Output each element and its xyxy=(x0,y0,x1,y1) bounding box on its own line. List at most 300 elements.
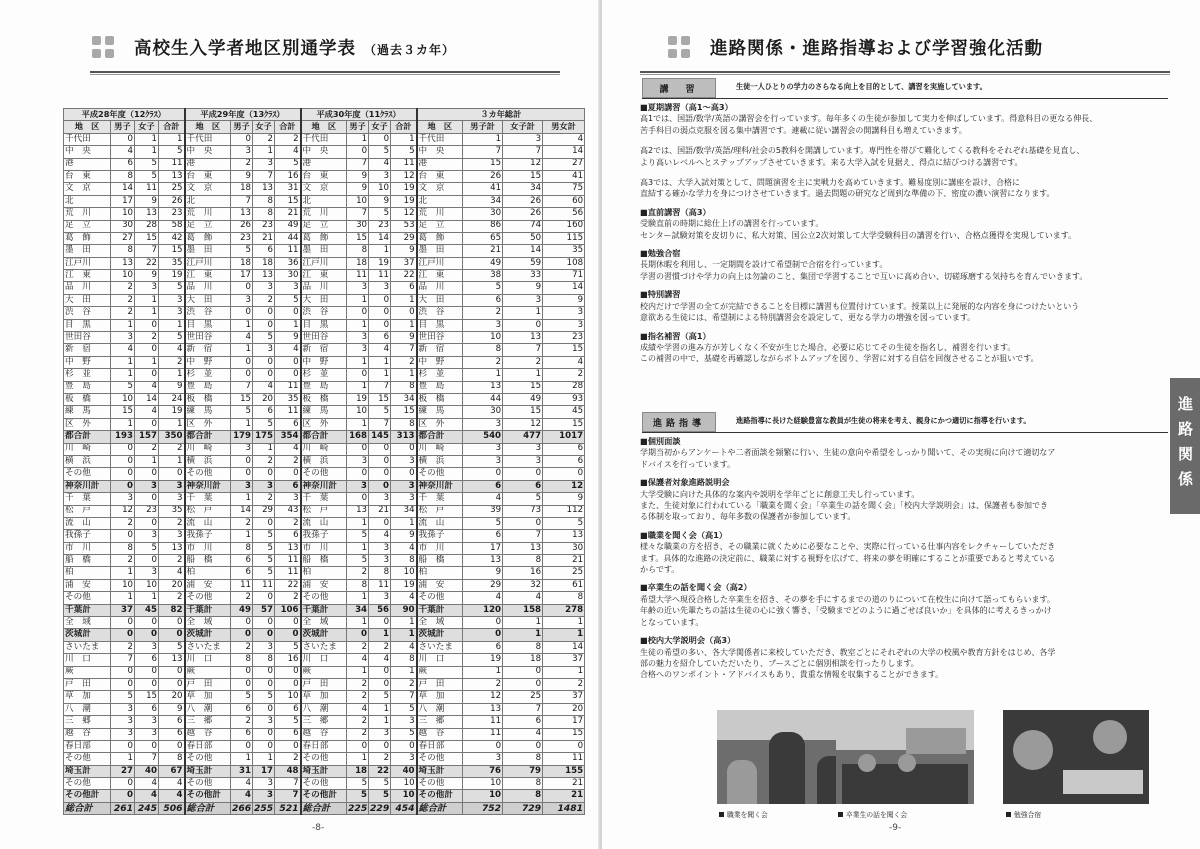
count-cell: 1 xyxy=(347,381,369,393)
count-cell: 0 xyxy=(159,617,185,629)
count-cell: 23 xyxy=(253,220,275,232)
district-cell: 豊 島 xyxy=(301,381,347,393)
body-line: 部の魅力を紹介していただいたり、ブースごとに個別相談を行ったりします。 xyxy=(640,658,919,668)
count-cell: 74 xyxy=(503,220,543,232)
district-cell: 総合計 xyxy=(185,802,231,814)
count-cell: 21 xyxy=(369,505,391,517)
count-cell: 7 xyxy=(231,381,253,393)
count-cell: 4 xyxy=(503,592,543,604)
count-cell: 14 xyxy=(111,183,135,195)
count-cell: 729 xyxy=(503,802,543,814)
guidance-tag: 進路指導 xyxy=(642,412,716,432)
count-cell: 14 xyxy=(231,505,253,517)
district-cell: 江 東 xyxy=(64,270,111,282)
count-cell: 10 xyxy=(111,208,135,220)
count-cell: 21 xyxy=(253,232,275,244)
count-cell: 18 xyxy=(503,654,543,666)
count-cell: 1 xyxy=(347,666,369,678)
count-cell: 0 xyxy=(543,740,585,752)
district-cell: 全 域 xyxy=(64,617,111,629)
count-cell: 31 xyxy=(275,183,301,195)
count-cell: 6 xyxy=(135,654,159,666)
count-cell: 229 xyxy=(370,802,390,814)
count-cell: 41 xyxy=(463,183,503,195)
count-cell: 1 xyxy=(159,133,185,145)
count-cell: 5 xyxy=(135,158,159,170)
district-cell: 八 潮 xyxy=(185,703,231,715)
text-section xyxy=(640,635,1168,681)
count-cell: 15 xyxy=(391,406,417,418)
table-row xyxy=(64,232,585,244)
text-section xyxy=(640,436,1168,470)
district-cell: 新 宿 xyxy=(64,344,111,356)
count-cell: 0 xyxy=(253,666,275,678)
district-cell: 越 谷 xyxy=(185,728,231,740)
count-cell: 3 xyxy=(347,282,369,294)
count-cell: 17 xyxy=(253,765,275,777)
count-cell: 37 xyxy=(543,654,585,666)
count-cell: 13 xyxy=(135,208,159,220)
table-row xyxy=(64,270,585,282)
count-cell: 8 xyxy=(231,542,253,554)
column-header: 合計 xyxy=(159,121,185,133)
district-cell: 戸 田 xyxy=(417,678,463,690)
count-cell: 15 xyxy=(275,195,301,207)
body-line: 意欲ある生徒には、希望制による特別講習会を設定して、更なる学力の増強を図っています。 xyxy=(640,313,976,323)
district-cell: 区 外 xyxy=(185,418,231,430)
count-cell: 5 xyxy=(253,542,275,554)
count-cell: 145 xyxy=(369,431,391,443)
district-cell: 杉 並 xyxy=(64,369,111,381)
district-cell: 世田谷 xyxy=(64,332,111,344)
district-cell: 板 橋 xyxy=(417,393,463,405)
count-cell: 33 xyxy=(503,270,543,282)
district-cell: 豊 島 xyxy=(64,381,111,393)
count-cell: 15 xyxy=(543,728,585,740)
title-subtitle: （過去３カ年） xyxy=(364,42,456,57)
count-cell: 0 xyxy=(111,617,135,629)
count-cell: 0 xyxy=(275,740,301,752)
count-cell: 0 xyxy=(135,369,159,381)
count-cell: 0 xyxy=(391,307,417,319)
count-cell: 0 xyxy=(253,740,275,752)
count-cell: 27 xyxy=(543,158,585,170)
text-section xyxy=(640,582,1168,628)
count-cell: 5 xyxy=(111,691,135,703)
count-cell: 12 xyxy=(503,158,543,170)
district-cell: 柏 xyxy=(64,567,111,579)
count-cell: 0 xyxy=(503,517,543,529)
count-cell: 3 xyxy=(503,133,543,145)
district-cell: 茨城計 xyxy=(417,629,463,641)
count-cell: 2 xyxy=(347,678,369,690)
count-cell: 37 xyxy=(111,604,135,616)
district-cell: 港 xyxy=(64,158,111,170)
count-cell: 3 xyxy=(111,716,135,728)
district-cell: 流 山 xyxy=(185,517,231,529)
district-cell: 全 域 xyxy=(301,617,347,629)
count-cell: 6 xyxy=(231,567,253,579)
guidance-sections xyxy=(640,436,1168,688)
count-cell: 11 xyxy=(463,728,503,740)
caption-text: 職業を聞く会 xyxy=(727,811,768,819)
district-cell: 渋 谷 xyxy=(185,307,231,319)
count-cell: 354 xyxy=(275,431,301,443)
count-cell: 3 xyxy=(369,555,391,567)
text-section xyxy=(640,102,1168,200)
district-cell: その他 xyxy=(417,778,463,790)
count-cell: 5 xyxy=(391,728,417,740)
district-cell: 松 戸 xyxy=(64,505,111,517)
count-cell: 4 xyxy=(347,654,369,666)
count-cell: 1 xyxy=(503,629,543,641)
count-cell: 4 xyxy=(463,592,503,604)
district-cell: 墨 田 xyxy=(417,245,463,257)
district-cell: さいたま xyxy=(417,641,463,653)
count-cell: 4 xyxy=(543,356,585,368)
count-cell: 49 xyxy=(463,257,503,269)
district-cell: 戸 田 xyxy=(185,678,231,690)
count-cell: 0 xyxy=(347,629,369,641)
count-cell: 25 xyxy=(159,183,185,195)
count-cell: 1 xyxy=(347,517,369,529)
district-cell: 荒 川 xyxy=(417,208,463,220)
count-cell: 0 xyxy=(369,617,391,629)
text-section xyxy=(640,477,1168,523)
count-cell: 5 xyxy=(369,778,391,790)
count-cell: 1 xyxy=(231,530,253,542)
district-cell: 千代田 xyxy=(64,133,111,145)
count-cell: 3 xyxy=(253,480,275,492)
count-cell: 28 xyxy=(135,220,159,232)
count-cell: 4 xyxy=(159,790,185,802)
count-cell: 0 xyxy=(253,319,275,331)
count-cell: 12 xyxy=(543,480,585,492)
count-cell: 3 xyxy=(463,443,503,455)
count-cell: 11 xyxy=(369,579,391,591)
count-cell: 30 xyxy=(543,542,585,554)
count-cell: 26 xyxy=(159,195,185,207)
count-cell: 4 xyxy=(543,133,585,145)
text-section xyxy=(640,207,1168,241)
count-cell: 5 xyxy=(159,332,185,344)
count-cell: 521 xyxy=(275,802,301,814)
count-cell: 86 xyxy=(463,220,503,232)
count-cell: 2 xyxy=(135,332,159,344)
table-row xyxy=(64,765,585,777)
count-cell: 0 xyxy=(253,629,275,641)
district-cell: 大 田 xyxy=(185,294,231,306)
table-row xyxy=(64,282,585,294)
count-cell: 1 xyxy=(135,455,159,467)
count-cell: 1 xyxy=(111,753,135,765)
count-cell: 0 xyxy=(135,629,159,641)
count-cell: 39 xyxy=(463,505,503,517)
district-cell: 区 外 xyxy=(64,418,111,430)
district-cell: その他 xyxy=(417,592,463,604)
count-cell: 3 xyxy=(275,282,301,294)
count-cell: 7 xyxy=(275,778,301,790)
count-cell: 8 xyxy=(503,753,543,765)
count-cell: 0 xyxy=(463,468,503,480)
count-cell: 2 xyxy=(543,678,585,690)
count-cell: 32 xyxy=(503,579,543,591)
count-cell: 2 xyxy=(347,691,369,703)
district-cell: 千葉計 xyxy=(64,604,111,616)
count-cell: 0 xyxy=(503,468,543,480)
district-cell: 川 崎 xyxy=(64,443,111,455)
district-cell: 川 口 xyxy=(417,654,463,666)
count-cell: 4 xyxy=(391,592,417,604)
district-cell: 渋 谷 xyxy=(301,307,347,319)
count-cell: 4 xyxy=(463,493,503,505)
count-cell: 44 xyxy=(275,232,301,244)
count-cell: 3 xyxy=(231,294,253,306)
count-cell: 1 xyxy=(253,146,275,158)
district-cell: 豊 島 xyxy=(417,381,463,393)
district-cell: 都合計 xyxy=(64,431,111,443)
count-cell: 8 xyxy=(503,641,543,653)
district-cell: 埼玉計 xyxy=(185,765,231,777)
guidance-desc: 進路指導に長けた経験豊富な教員が生徒の将来を考え、親身にかつ適切に指導を行います。 xyxy=(736,416,1031,425)
count-cell: 1 xyxy=(543,666,585,678)
district-cell: さいたま xyxy=(301,641,347,653)
count-cell: 0 xyxy=(231,678,253,690)
count-cell: 540 xyxy=(463,431,503,443)
district-cell: 八 潮 xyxy=(417,703,463,715)
count-cell: 1 xyxy=(503,617,543,629)
count-cell: 1 xyxy=(135,356,159,368)
count-cell: 2 xyxy=(347,641,369,653)
table-row xyxy=(64,728,585,740)
count-cell: 2 xyxy=(231,517,253,529)
district-cell: 春日部 xyxy=(417,740,463,752)
district-cell: 全 域 xyxy=(417,617,463,629)
count-cell: 5 xyxy=(503,493,543,505)
count-cell: 3 xyxy=(159,294,185,306)
table-row xyxy=(64,716,585,728)
count-cell: 1 xyxy=(253,753,275,765)
count-cell: 0 xyxy=(135,617,159,629)
count-cell: 0 xyxy=(253,678,275,690)
count-cell: 0 xyxy=(159,629,185,641)
district-cell: 全 域 xyxy=(185,617,231,629)
count-cell: 17 xyxy=(111,195,135,207)
count-cell: 7 xyxy=(369,381,391,393)
count-cell: 10 xyxy=(391,778,417,790)
count-cell: 8 xyxy=(253,654,275,666)
district-cell: 八 潮 xyxy=(301,703,347,715)
table-row xyxy=(64,678,585,690)
count-cell: 8 xyxy=(503,555,543,567)
section-title: ■校内大学説明会（高3） xyxy=(640,635,736,646)
count-cell: 350 xyxy=(159,431,185,443)
count-cell: 10 xyxy=(347,195,369,207)
count-cell: 3 xyxy=(369,592,391,604)
count-cell: 1 xyxy=(503,307,543,319)
district-cell: 千代田 xyxy=(301,133,347,145)
count-cell: 3 xyxy=(543,319,585,331)
district-cell: 松 戸 xyxy=(301,505,347,517)
count-cell: 245 xyxy=(135,802,159,814)
year-header: 平成30年度（11ｸﾗｽ） xyxy=(301,109,417,121)
count-cell: 3 xyxy=(135,530,159,542)
count-cell: 34 xyxy=(463,195,503,207)
district-cell: 荒 川 xyxy=(185,208,231,220)
count-cell: 13 xyxy=(463,703,503,715)
district-cell: 市 川 xyxy=(64,542,111,554)
count-cell: 11 xyxy=(347,270,369,282)
district-cell: 総合計 xyxy=(301,802,347,814)
count-cell: 30 xyxy=(111,220,135,232)
district-cell: 中 央 xyxy=(301,146,347,158)
column-header: 地 区 xyxy=(301,121,347,133)
count-cell: 18 xyxy=(253,257,275,269)
count-cell: 2 xyxy=(159,356,185,368)
count-cell: 4 xyxy=(275,146,301,158)
count-cell: 58 xyxy=(159,220,185,232)
count-cell: 3 xyxy=(111,493,135,505)
district-cell: 墨 田 xyxy=(64,245,111,257)
district-cell: 草 加 xyxy=(301,691,347,703)
count-cell: 3 xyxy=(391,753,417,765)
table-row xyxy=(64,629,585,641)
body-line: ドバイスを行っています。 xyxy=(640,459,736,469)
body-line: 年齢の近い先輩たちの話は生徒の心に強く響き、「受験までどのように過ごせば良いか」を具体的に考えるきっかけ xyxy=(640,606,1052,616)
count-cell: 2 xyxy=(253,455,275,467)
count-cell: 0 xyxy=(111,778,135,790)
district-cell: さいたま xyxy=(185,641,231,653)
district-cell: 越 谷 xyxy=(301,728,347,740)
count-cell: 0 xyxy=(135,666,159,678)
count-cell: 6 xyxy=(275,480,301,492)
count-cell: 1 xyxy=(231,319,253,331)
count-cell: 1 xyxy=(111,319,135,331)
count-cell: 37 xyxy=(391,257,417,269)
count-cell: 76 xyxy=(463,765,503,777)
count-cell: 0 xyxy=(231,617,253,629)
count-cell: 0 xyxy=(253,369,275,381)
table-row xyxy=(64,332,585,344)
count-cell: 0 xyxy=(253,617,275,629)
district-cell: 練 馬 xyxy=(301,406,347,418)
count-cell: 3 xyxy=(253,282,275,294)
district-cell: 浦 安 xyxy=(301,579,347,591)
district-cell: 横 浜 xyxy=(417,455,463,467)
count-cell: 0 xyxy=(391,468,417,480)
count-cell: 506 xyxy=(159,802,185,814)
district-cell: 千 葉 xyxy=(417,493,463,505)
count-cell: 5 xyxy=(275,294,301,306)
count-cell: 7 xyxy=(231,195,253,207)
count-cell: 5 xyxy=(275,641,301,653)
count-cell: 53 xyxy=(391,220,417,232)
count-cell: 0 xyxy=(275,307,301,319)
count-cell: 45 xyxy=(135,604,159,616)
district-cell: 足 立 xyxy=(417,220,463,232)
column-header: 男子 xyxy=(347,121,369,133)
count-cell: 752 xyxy=(463,802,503,814)
count-cell: 6 xyxy=(275,530,301,542)
count-cell: 8 xyxy=(391,555,417,567)
count-cell: 3 xyxy=(135,567,159,579)
district-cell: 文 京 xyxy=(301,183,347,195)
table-row xyxy=(64,517,585,529)
count-cell: 115 xyxy=(543,232,585,244)
count-cell: 0 xyxy=(231,133,253,145)
count-cell: 7 xyxy=(111,654,135,666)
count-cell: 6 xyxy=(275,703,301,715)
count-cell: 35 xyxy=(275,393,301,405)
count-cell: 2 xyxy=(275,455,301,467)
count-cell: 3 xyxy=(253,158,275,170)
count-cell: 0 xyxy=(231,629,253,641)
count-cell: 19 xyxy=(391,579,417,591)
body-line: る体制を取っており、毎年多数の保護者が参加しています。 xyxy=(640,512,856,522)
count-cell: 4 xyxy=(231,790,253,802)
count-cell: 0 xyxy=(111,678,135,690)
count-cell: 120 xyxy=(463,604,503,616)
count-cell: 73 xyxy=(503,505,543,517)
count-cell: 6 xyxy=(111,158,135,170)
count-cell: 15 xyxy=(369,393,391,405)
count-cell: 8 xyxy=(253,195,275,207)
count-cell: 14 xyxy=(369,232,391,244)
count-cell: 0 xyxy=(503,666,543,678)
count-cell: 1 xyxy=(135,294,159,306)
count-cell: 11 xyxy=(275,555,301,567)
count-cell: 5 xyxy=(159,282,185,294)
table-row xyxy=(64,790,585,802)
district-cell: 新 宿 xyxy=(417,344,463,356)
count-cell: 9 xyxy=(135,195,159,207)
year-header: 平成28年度（12ｸﾗｽ） xyxy=(64,109,185,121)
district-cell: 渋 谷 xyxy=(64,307,111,319)
count-cell: 10 xyxy=(463,790,503,802)
count-cell: 0 xyxy=(231,455,253,467)
table-row xyxy=(64,480,585,492)
count-cell: 7 xyxy=(503,703,543,715)
count-cell: 0 xyxy=(369,517,391,529)
count-cell: 0 xyxy=(347,740,369,752)
count-cell: 11 xyxy=(159,158,185,170)
count-cell: 15 xyxy=(463,158,503,170)
district-cell: その他 xyxy=(417,468,463,480)
count-cell: 9 xyxy=(543,493,585,505)
count-cell: 261 xyxy=(111,802,135,814)
district-cell: 松 戸 xyxy=(417,505,463,517)
table-row xyxy=(64,406,585,418)
count-cell: 3 xyxy=(159,480,185,492)
count-cell: 6 xyxy=(369,332,391,344)
count-cell: 3 xyxy=(463,455,503,467)
count-cell: 13 xyxy=(275,542,301,554)
district-cell: その他 xyxy=(301,778,347,790)
district-cell: 荒 川 xyxy=(301,208,347,220)
count-cell: 2 xyxy=(369,641,391,653)
count-cell: 22 xyxy=(391,270,417,282)
count-cell: 3 xyxy=(253,716,275,728)
count-cell: 5 xyxy=(253,530,275,542)
count-cell: 477 xyxy=(503,431,543,443)
district-cell: 台 東 xyxy=(64,170,111,182)
count-cell: 1 xyxy=(159,369,185,381)
count-cell: 23 xyxy=(135,505,159,517)
count-cell: 9 xyxy=(347,170,369,182)
count-cell: 0 xyxy=(369,678,391,690)
count-cell: 49 xyxy=(503,393,543,405)
count-cell: 11 xyxy=(543,753,585,765)
